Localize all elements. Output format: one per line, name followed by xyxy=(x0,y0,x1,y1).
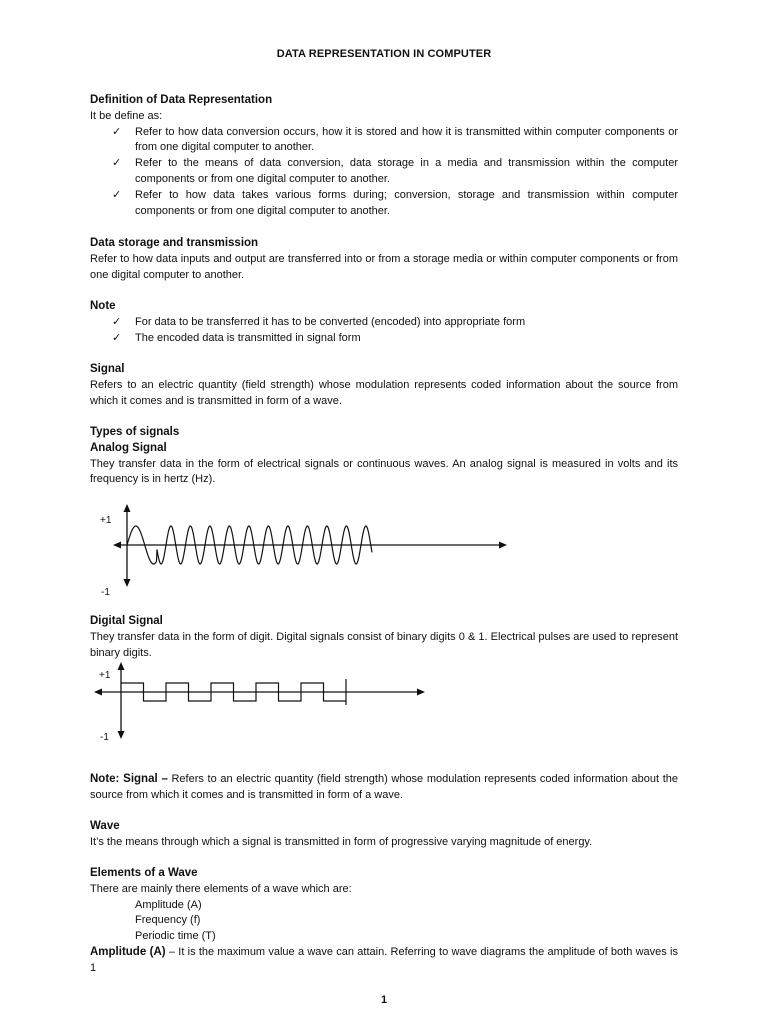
elements-item-period: Periodic time (T) xyxy=(135,930,216,943)
analog-text: They transfer data in the form of electrical signals or continuous waves. An analog signal is measured in volts and its frequency is in hertz (Hz). xyxy=(90,457,678,486)
definition-intro: It be define as: xyxy=(90,109,163,122)
list-item: ✓ Refer to the means of data conversion, data storage in a media and transmission within the computer components or from one digital computer to another. xyxy=(112,157,678,185)
analog-heading: Analog Signal xyxy=(90,441,167,454)
types-heading: Types of signals xyxy=(90,426,180,438)
wave-heading: Wave xyxy=(90,820,120,832)
list-item: ✓ For data to be transferred it has to be converted (encoded) into appropriate form xyxy=(90,315,678,331)
digital-y-arrow-down xyxy=(118,731,125,739)
storage-heading: Data storage and transmission xyxy=(90,237,259,249)
digital-heading: Digital Signal xyxy=(90,615,163,627)
wave-text: It’s the means through which a signal is transmitted in form of progressive varying magnitude of energy. xyxy=(90,835,593,848)
page-title: DATA REPRESENTATION IN COMPUTER xyxy=(276,48,492,60)
checkmark-icon: ✓ xyxy=(112,315,122,328)
list-item: ✓ Refer to how data conversion occurs, how it is stored and how it is transmitted within computer components or from one digital computer to another. xyxy=(112,125,678,154)
definition-heading: Definition of Data Representation xyxy=(90,94,273,106)
checkmark-icon: ✓ xyxy=(112,331,122,344)
note-signal-text: Refers to an electric quantity (field strength) whose modulation represents coded information about the source from which it comes and is transmitted in form of a wave. xyxy=(90,773,678,801)
list-item: ✓ Refer to how data takes various forms during; conversion, storage and transmission within computer components or from one digital computer to another. xyxy=(112,188,678,217)
signal-text: Refers to an electric quantity (field strength) whose modulation represents coded information about the source from which it comes and is transmitted in form of a wave. xyxy=(90,378,678,407)
checkmark-icon: ✓ xyxy=(112,125,122,138)
digital-x-arrow-right xyxy=(417,689,425,696)
digital-minus-label: -1 xyxy=(100,732,109,743)
elements-section xyxy=(90,866,678,977)
elements-item-amplitude: Amplitude (A) xyxy=(135,898,202,911)
elements-item-frequency: Frequency (f) xyxy=(135,914,201,927)
amplitude-label: Amplitude (A) xyxy=(90,945,166,958)
signal-heading: Signal xyxy=(90,363,125,375)
digital-plus-label: +1 xyxy=(99,670,111,681)
checkmark-icon: ✓ xyxy=(112,188,122,201)
wave-section xyxy=(90,819,678,851)
note-signal-label: Note: Signal – xyxy=(90,773,168,785)
page-number: 1 xyxy=(380,994,388,1006)
note-signal-section xyxy=(90,772,678,804)
amplitude-text: – It is the maximum value a wave can attain. Referring to wave diagrams the amplitude of both waves is 1 xyxy=(90,945,678,974)
digital-text: They transfer data in the form of digit. Digital signals consist of binary digits 0 & 1. Electrical pulses are used to represent binary digits. xyxy=(90,630,678,659)
analog-minus-label: -1 xyxy=(101,587,110,598)
digital-x-arrow-left xyxy=(94,689,102,696)
note-heading: Note xyxy=(90,300,116,312)
analog-plus-label: +1 xyxy=(100,515,112,526)
elements-heading: Elements of a Wave xyxy=(90,867,198,879)
elements-intro: There are mainly there elements of a wave which are: xyxy=(90,882,352,895)
storage-text: Refer to how data inputs and output are transferred into or from a storage media or within computer components or from one digital computer to another. xyxy=(90,252,678,281)
digital-y-arrow-up xyxy=(118,662,125,670)
checkmark-icon: ✓ xyxy=(112,157,122,170)
list-item: ✓ The encoded data is transmitted in signal form xyxy=(90,331,678,347)
